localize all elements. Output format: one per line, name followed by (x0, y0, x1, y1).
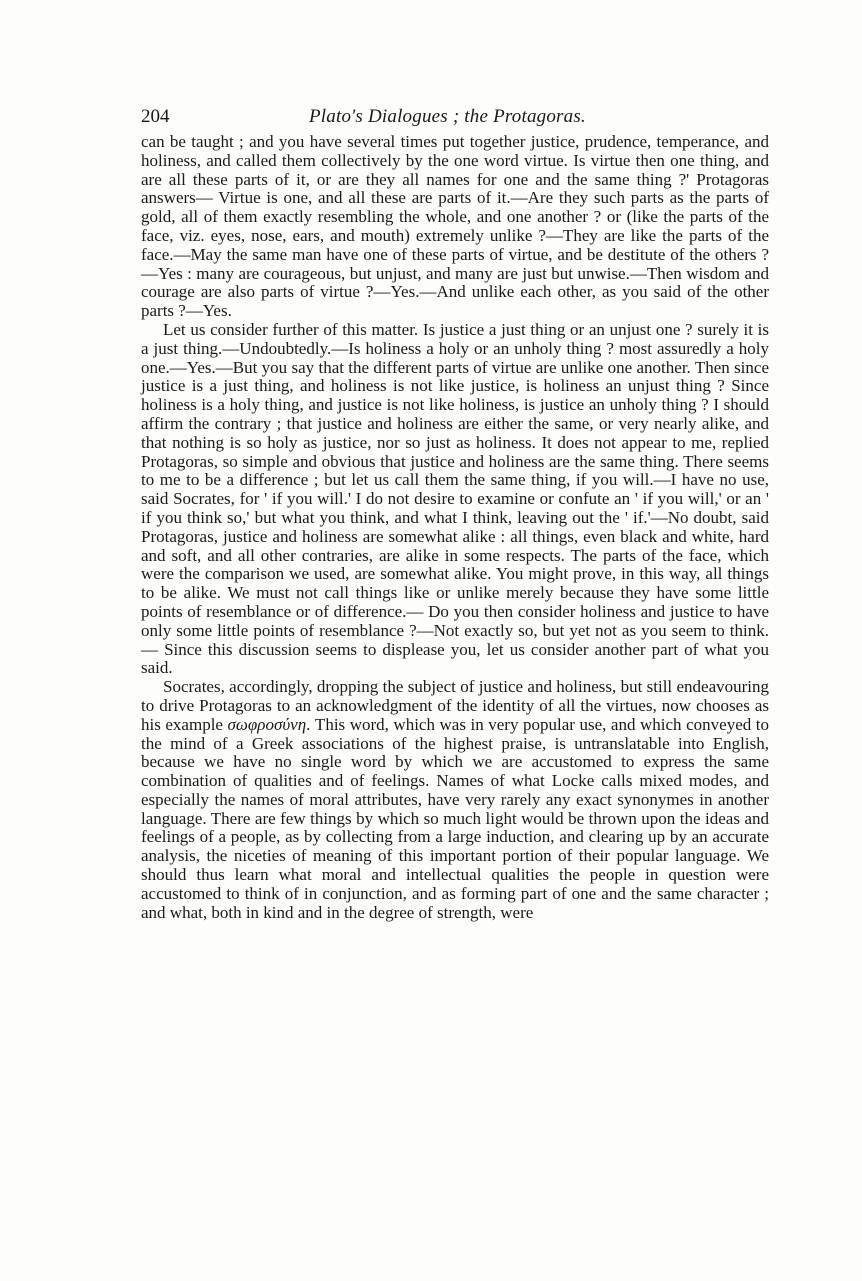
paragraph-3-text-before: Socrates, accordingly, dropping the subject of justice and holiness, but still endeavouring to drive Protagoras to an acknowledgment of the identity of all the virtues, now chooses as his example (141, 677, 769, 734)
body-text (141, 133, 769, 922)
running-title: Plato's Dialogues ; the Protagoras. (309, 106, 586, 127)
paragraph-3-text-after: . This word, which was in very popular use, and which conveyed to the mind of a Greek associations of the highest praise, is untranslatable into English, because we have no single word by which we are accustomed to express the same combination of qualities and of feelings. Names of what Locke calls mixed modes, and especially the names of moral attributes, have very rarely any exact synonymes in another language. There are few things by which so much light would be thrown upon the ideas and feelings of a people, as by collecting from a large induction, and clearing up by an accurate analysis, the niceties of meaning of this important portion of their popular language. We should thus learn what moral and intellectual qualities the people in question were accustomed to think of in conjunction, and as forming part of one and the same character ; and what, both in kind and in the degree of strength, were (141, 714, 770, 922)
greek-word: σωφροσύνη (227, 714, 307, 734)
paragraph-1: can be taught ; and you have several times put together justice, prudence, temperance, and holiness, and called them collectively by the one word virtue. Is virtue then one thing, and are all these parts of it, or are they all names for one and the same thing ?' Protagoras answers— Virtue is one, and all these are parts of it.—Are they such parts as the parts of gold, all of them exactly resembling the whole, and one another ? or (like the parts of the face, viz. eyes, nose, ears, and mouth) extremely unlike ?—They are like the parts of the face.—May the same man have one of these parts of virtue, and be destitute of the others ?—Yes : many are courageous, but unjust, and many are just but unwise.—Then wisdom and courage are also parts of virtue ?—Yes.—And unlike each other, as you said of the other parts ?—Yes. (141, 132, 769, 321)
paragraph-2: Let us consider further of this matter. Is justice a just thing or an unjust one ? surely it is a just thing.—Undoubtedly.—Is holiness a holy or an unholy thing ? most assuredly a holy one.—Yes.—But you say that the different parts of virtue are unlike one another. Then since justice is a just thing, and holiness is not like justice, is holiness an unjust thing ? Since holiness is a holy thing, and justice is not like holiness, is justice an unholy thing ? I should affirm the contrary ; that justice and holiness are either the same, or very nearly alike, and that nothing is so holy as justice, nor so just as holiness. It does not appear to me, replied Protagoras, so simple and obvious that justice and holiness are the same thing. There seems to me to be a difference ; but let us call them the same thing, if you will.—I have no use, said Socrates, for ' if you will.' I do not desire to examine or confute an ' if you will,' or an ' if you think so,' but what you think, and what I think, leaving out the ' if.'—No doubt, said Protagoras, justice and holiness are somewhat alike : all things, even black and white, hard and soft, and all other contraries, are alike in some respects. The parts of the face, which were the comparison we used, are somewhat alike. You might prove, in this way, all things to be alike. We must not call things like or unlike merely because they have some little points of resemblance or of difference.— Do you then consider holiness and justice to have only some little points of resemblance ?—Not exactly so, but yet not as you seem to think.— Since this discussion seems to displease you, let us consider another part of what you said. (141, 319, 769, 678)
paragraph-3 (141, 678, 769, 922)
page-number: 204 (141, 106, 170, 127)
